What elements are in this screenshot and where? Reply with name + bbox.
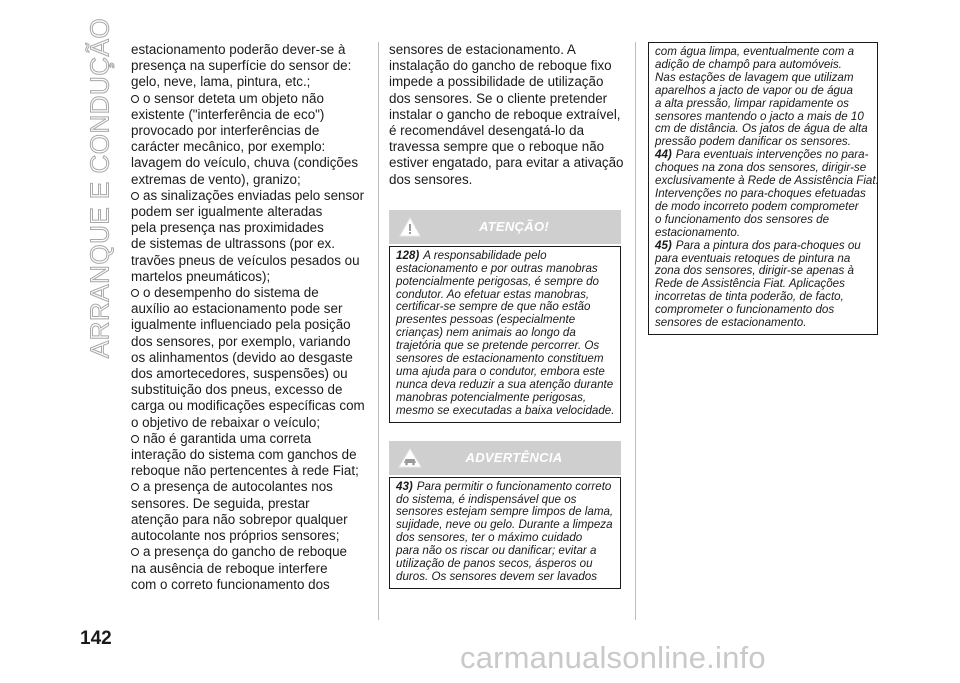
chapter-side-title-text: ARRANQUE E CONDUÇÃO [84, 17, 115, 359]
line-text: igualmente influenciado pela posição [131, 317, 351, 333]
line-text: existente ("interferência de eco") [131, 106, 325, 122]
line-text: estiver engatado, para evitar a ativação [389, 155, 624, 171]
line-text: pressão podem danificar os sensores. [655, 135, 851, 149]
line-text: com o correto funcionamento dos [131, 576, 330, 592]
note-number: 128) [396, 248, 420, 262]
body-line [389, 58, 621, 74]
notice-line [655, 317, 873, 330]
body-line [131, 253, 369, 269]
bullet-icon [131, 95, 139, 103]
note-number: 45) [655, 238, 672, 252]
line-text: cm de distância. Os jatos de água de alta [655, 122, 868, 136]
line-text: o sensor deteta um objeto não [143, 90, 324, 106]
line-text: de sistemas de ultrassons (por ex. [131, 236, 335, 252]
line-text: uma ajuda para o condutor, embora este [396, 364, 605, 378]
line-text: duros. Os sensores devem ser lavados [396, 569, 598, 583]
line-text: para não os riscar ou danificar; evitar a [396, 544, 597, 558]
body-line [131, 479, 369, 495]
body-line [389, 139, 621, 155]
line-text: a alta pressão, limpar rapidamente os [655, 96, 849, 110]
body-line [131, 42, 369, 58]
warning-title: ATENÇÃO! [478, 219, 550, 235]
line-text: instalar o gancho de reboque extraível, [389, 106, 621, 122]
line-text: mesmo se executadas a baixa velocidade. [396, 403, 615, 417]
warning-triangle-icon [393, 210, 427, 244]
warning-line [396, 405, 616, 418]
body-line [131, 398, 369, 414]
body-line [131, 463, 369, 479]
line-text: substituição dos pneus, excesso de [131, 382, 343, 398]
body-line [131, 107, 369, 123]
line-text: estacionamento. [655, 225, 741, 239]
warning-box [389, 246, 621, 423]
notice-box [389, 477, 621, 589]
line-text: travessa sempre que o reboque não [389, 139, 605, 155]
body-line [389, 107, 621, 123]
column-1-text [131, 42, 369, 593]
body-line [131, 301, 369, 317]
column-2 [389, 42, 624, 589]
line-text: instalação do gancho de reboque fixo [389, 58, 612, 74]
line-text: estacionamento poderão dever-se à [131, 42, 346, 57]
notice-banner [389, 441, 621, 475]
note-number: 44) [655, 148, 672, 162]
body-line [389, 172, 621, 188]
line-text: impede a possibilidade de utilização [389, 74, 604, 90]
body-line [131, 269, 369, 285]
line-text: autocolante nos próprios sensores; [131, 528, 340, 544]
line-text: provocado por interferências de [131, 123, 320, 139]
line-text: condutor. Ao efetuar estas manobras, [396, 287, 590, 301]
body-line [131, 317, 369, 333]
line-text: adição de champô para automóveis. [655, 57, 842, 71]
note-number: 43) [396, 479, 413, 493]
line-text: é recomendável desengatá-lo da [389, 123, 585, 139]
line-text: com água limpa, eventualmente com a [655, 45, 855, 58]
body-line [131, 285, 369, 301]
body-line [131, 74, 369, 90]
line-text: trajetória que se pretende percorrer. Os [396, 339, 600, 353]
line-text: certificar-se sempre de que não estão [396, 300, 591, 314]
line-text: Intervenções no para-choques efetuadas [655, 186, 866, 200]
body-line [131, 544, 369, 560]
line-text: do sistema, é indispensável que os [396, 492, 577, 506]
line-text: podem ser igualmente alteradas [131, 204, 323, 220]
body-line [131, 220, 369, 236]
line-text: utilização de panos secos, ásperos ou [396, 557, 593, 571]
body-line [131, 139, 369, 155]
line-text: não é garantida uma correta [143, 430, 312, 446]
line-text: na ausência de reboque interfere [131, 560, 328, 576]
line-text: de modo incorreto podem comprometer [655, 199, 859, 213]
line-text: o funcionamento dos sensores de [655, 212, 830, 226]
body-line [131, 91, 369, 107]
line-text: aparelhos a jacto de vapor ou de água [655, 83, 853, 97]
column-3 [648, 42, 878, 335]
bullet-icon [131, 548, 139, 556]
line-text: interação do sistema com ganchos de [131, 447, 357, 463]
line-text: presença na superfície do sensor de: [131, 58, 352, 74]
line-text: nunca deva reduzir a sua atenção durante [396, 377, 614, 391]
body-line [131, 188, 369, 204]
body-line [131, 528, 369, 544]
warning-banner [389, 210, 621, 244]
line-text: dos sensores, por exemplo, variando [131, 333, 351, 349]
bullet-icon [131, 435, 139, 443]
line-text: dos amortecedores, suspensões) ou [131, 366, 348, 382]
body-line [131, 447, 369, 463]
watermark: carmanualsonline.info [460, 640, 766, 675]
line-text: sensores estejam sempre limpos de lama, [396, 505, 614, 519]
line-text: extremas de vento), granizo; [131, 171, 301, 187]
line-text: sensores. De seguida, prestar [131, 495, 310, 511]
line-text: os alinhamentos (devido ao desgaste [131, 349, 353, 365]
column-1 [131, 42, 369, 593]
line-text: Para a pintura dos para-choques ou [675, 238, 861, 252]
notice-line [396, 571, 616, 584]
line-text: gelo, neve, lama, pintura, etc.; [131, 74, 311, 90]
line-text: dos sensores. [389, 171, 473, 187]
line-text: travões pneus de veículos pesados ou [131, 252, 360, 268]
line-text: sensores de estacionamento. [655, 316, 807, 330]
line-text: as sinalizações enviadas pelo sensor [143, 187, 365, 203]
line-text: presentes pessoas (especialmente [396, 313, 576, 327]
body-line [131, 366, 369, 382]
body-line [131, 512, 369, 528]
column-2-text [389, 42, 624, 188]
body-line [389, 155, 624, 171]
body-line [131, 123, 369, 139]
line-text: reboque não pertencentes à rede Fiat; [131, 463, 359, 479]
line-text: carga ou modificações específicas com [131, 398, 365, 414]
line-text: para eventuais retoques de pintura na [655, 251, 851, 265]
body-line [131, 58, 369, 74]
line-text: dos sensores. Se o cliente pretender [389, 90, 608, 106]
body-line [131, 496, 369, 512]
bullet-icon [131, 192, 139, 200]
column-divider-2 [635, 42, 636, 620]
line-text: incorretas de tinta poderão, de facto, [655, 290, 844, 304]
body-line [389, 74, 621, 90]
body-line [131, 172, 369, 188]
body-line [131, 382, 369, 398]
line-text: zona dos sensores, dirigir-se apenas à [655, 264, 854, 278]
line-text: comprometer o funcionamento dos [655, 303, 835, 317]
body-line [131, 155, 369, 171]
notice-title: ADVERTÊNCIA [465, 450, 563, 466]
body-line [131, 350, 369, 366]
line-text: o desempenho do sistema de [143, 285, 319, 301]
notice-continuation-box [648, 42, 878, 335]
line-text: A responsabilidade pelo [423, 248, 547, 262]
line-text: Rede de Assistência Fiat. Aplicações [655, 277, 845, 291]
line-text: o objetivo de rebaixar o veículo; [131, 414, 321, 430]
column-divider-1 [378, 42, 379, 620]
line-text: auxílio ao estacionamento pode ser [131, 301, 343, 317]
body-line [131, 236, 369, 252]
body-line [131, 334, 369, 350]
body-line [131, 431, 369, 447]
line-text: sujidade, neve ou gelo. Durante a limpeza [396, 518, 613, 532]
line-text: sensores mantendo o jacto a mais de 10 [655, 109, 864, 123]
body-line [131, 577, 369, 593]
line-text: crianças) nem animais ao longo da [396, 326, 576, 340]
line-text: dos sensores, ter o máximo cuidado [396, 531, 583, 545]
bullet-icon [131, 483, 139, 491]
body-line [131, 204, 369, 220]
line-text: choques na zona dos sensores, dirigir-se [655, 161, 867, 175]
bullet-icon [131, 289, 139, 297]
line-text: Para eventuais intervenções no para- [675, 148, 869, 162]
line-text: Para permitir o funcionamento correto [416, 479, 612, 493]
line-text: potencialmente perigosas, é sempre do [396, 274, 600, 288]
car-care-icon [393, 441, 427, 475]
line-text: sensores de estacionamento. A [389, 42, 576, 57]
line-text: atenção para não sobrepor qualquer [131, 511, 348, 527]
line-text: Nas estações de lavagem que utilizam [655, 70, 854, 84]
chapter-side-title [80, 17, 120, 359]
line-text: manobras potencialmente perigosas, [396, 390, 587, 404]
body-line [389, 123, 621, 139]
body-line [131, 415, 369, 431]
line-text: a presença do gancho de reboque [143, 544, 347, 560]
line-text: sensores de estacionamento constituem [396, 352, 604, 366]
line-text: a presença de autocolantes nos [143, 479, 333, 495]
body-line [389, 42, 621, 58]
line-text: carácter mecânico, por exemplo: [131, 139, 326, 155]
body-line [389, 91, 621, 107]
body-line [131, 561, 369, 577]
line-text: estacionamento e por outras manobras [396, 261, 598, 275]
line-text: martelos pneumáticos); [131, 268, 271, 284]
line-text: lavagem do veículo, chuva (condições [131, 155, 359, 171]
line-text: exclusivamente à Rede de Assistência Fiat. [655, 174, 879, 188]
line-text: pela presença nas proximidades [131, 220, 324, 236]
page-number: 142 [80, 628, 112, 649]
